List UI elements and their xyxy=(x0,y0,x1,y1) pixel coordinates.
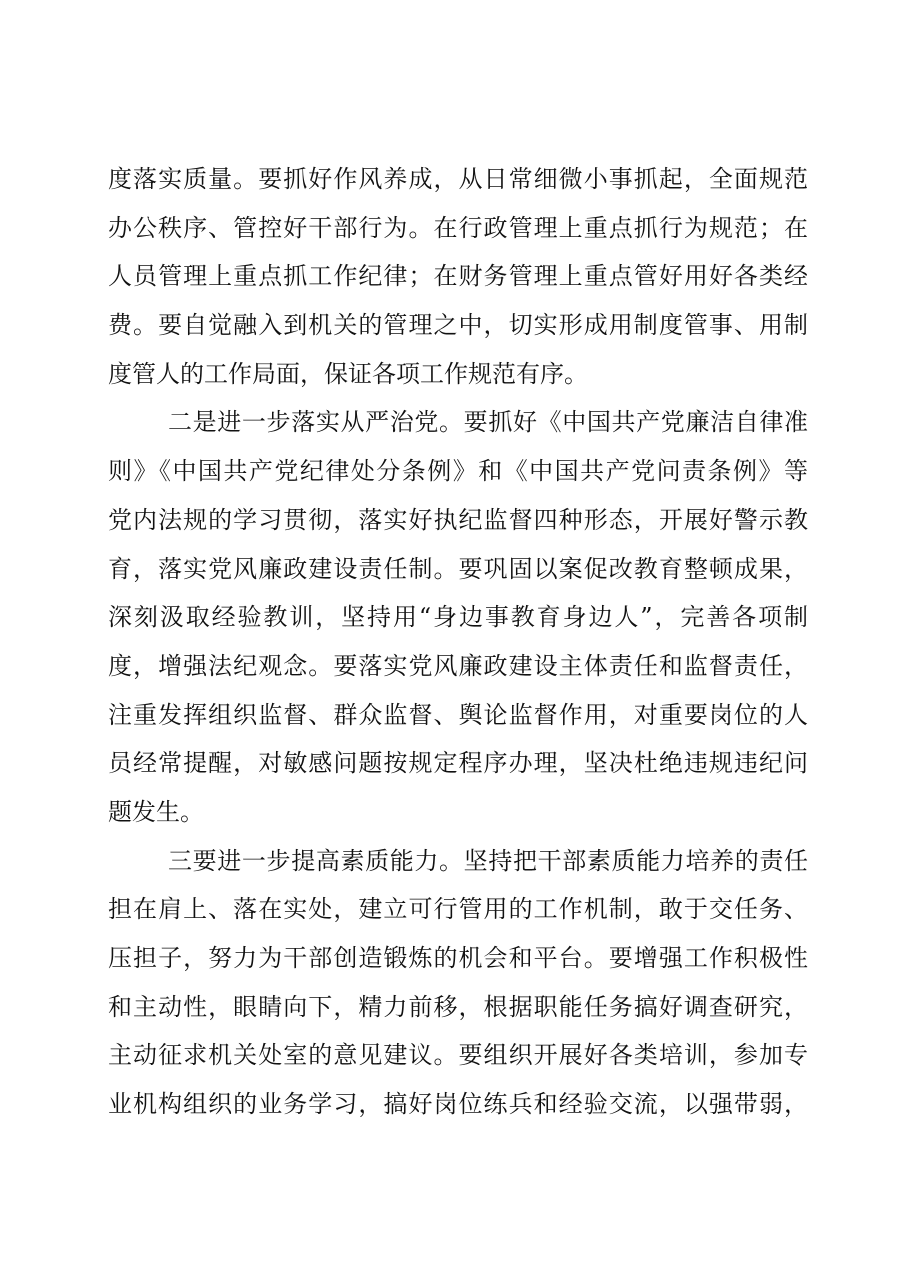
text-line: 三要进一步提高素质能力。坚持把干部素质能力培养的责任 xyxy=(168,846,808,875)
text-line: 人员管理上重点抓工作纪律；在财务管理上重点管好用好各类经 xyxy=(108,262,808,291)
text-line: 压担子，努力为干部创造锻炼的机会和平台。要增强工作积极性 xyxy=(108,944,808,972)
text-line: 度，增强法纪观念。要落实党风廉政建设主体责任和监督责任， xyxy=(108,651,808,680)
text-line: 注重发挥组织监督、群众监督、舆论监督作用，对重要岗位的人 xyxy=(108,700,808,729)
text-line: 费。要自觉融入到机关的管理之中，切实形成用制度管事、用制 xyxy=(108,311,808,340)
text-line: 题发生。 xyxy=(108,797,204,826)
text-line: 度落实质量。要抓好作风养成，从日常细微小事抓起，全面规范 xyxy=(108,165,808,193)
paragraph-party-discipline xyxy=(108,398,808,836)
text-line: 二是进一步落实从严治党。要抓好《中国共产党廉洁自律准 xyxy=(168,408,808,437)
text-line: 度管人的工作局面，保证各项工作规范有序。 xyxy=(108,359,588,388)
text-line: 深刻汲取经验教训，坚持用“身边事教育身边人”，完善各项制 xyxy=(108,603,808,632)
paragraph-quality-ability xyxy=(108,837,808,1129)
text-line: 育，落实党风廉政建设责任制。要巩固以案促改教育整顿成果， xyxy=(108,554,808,583)
text-line: 则》《中国共产党纪律处分条例》和《中国共产党问责条例》等 xyxy=(108,457,808,486)
text-line: 担在肩上、落在实处，建立可行管用的工作机制，敢于交任务、 xyxy=(108,895,808,924)
text-line: 主动征求机关处室的意见建议。要组织开展好各类培训，参加专 xyxy=(108,1041,808,1070)
text-line: 员经常提醒，对敏感问题按规定程序办理，坚决杜绝违规违纪问 xyxy=(108,749,808,778)
text-line: 业机构组织的业务学习，搞好岗位练兵和经验交流，以强带弱， xyxy=(108,1090,808,1119)
document-body xyxy=(108,155,808,1129)
text-line: 党内法规的学习贯彻，落实好执纪监督四种形态，开展好警示教 xyxy=(108,505,808,534)
paragraph-work-style xyxy=(108,155,808,398)
text-line: 办公秩序、管控好干部行为。在行政管理上重点抓行为规范；在 xyxy=(108,213,808,242)
text-line: 和主动性，眼睛向下，精力前移，根据职能任务搞好调查研究， xyxy=(108,992,808,1021)
